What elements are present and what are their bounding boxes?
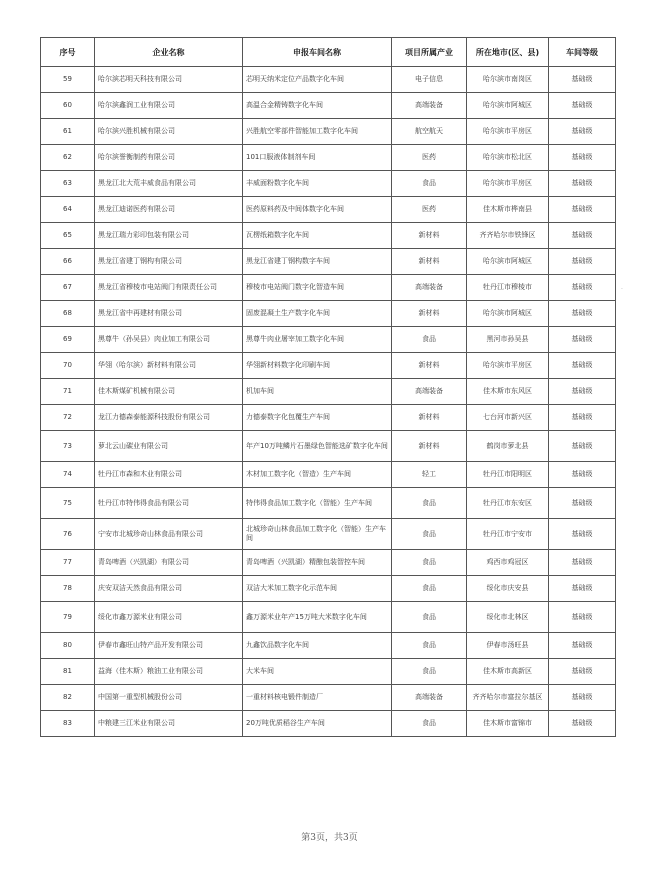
cell-company: 中粮建三江米业有限公司 — [95, 711, 243, 737]
table-body — [41, 67, 616, 737]
table-row — [41, 353, 616, 379]
cell-serial: 72 — [41, 405, 95, 431]
cell-level: 基础级 — [549, 550, 616, 576]
cell-level: 基础级 — [549, 659, 616, 685]
cell-industry: 食品 — [392, 711, 467, 737]
cell-company: 龙江力德森泰能源科技股份有限公司 — [95, 405, 243, 431]
cell-serial: 71 — [41, 379, 95, 405]
table-row — [41, 431, 616, 462]
cell-workshop: 九鑫饮品数字化车间 — [243, 633, 392, 659]
cell-industry: 新材料 — [392, 301, 467, 327]
cell-industry: 食品 — [392, 171, 467, 197]
cell-level: 基础级 — [549, 711, 616, 737]
cell-level: 基础级 — [549, 197, 616, 223]
cell-workshop: 瓦楞纸箱数字化车间 — [243, 223, 392, 249]
cell-serial: 70 — [41, 353, 95, 379]
page-footer: 第3页，共3页 — [301, 833, 358, 843]
cell-location: 哈尔滨市平房区 — [467, 119, 549, 145]
cell-company: 益海（佳木斯）粮油工业有限公司 — [95, 659, 243, 685]
cell-company: 牡丹江市特伟得食品有限公司 — [95, 488, 243, 519]
cell-serial: 83 — [41, 711, 95, 737]
cell-workshop: 双洁大米加工数字化示范车间 — [243, 576, 392, 602]
cell-serial: 74 — [41, 462, 95, 488]
cell-location: 齐齐哈尔市富拉尔基区 — [467, 685, 549, 711]
cell-company: 佳木斯煤矿机械有限公司 — [95, 379, 243, 405]
cell-serial: 65 — [41, 223, 95, 249]
header-col-workshop: 申报车间名称 — [243, 38, 392, 67]
cell-workshop: 穆棱市电站阀门数字化智造车间 — [243, 275, 392, 301]
table-row — [41, 711, 616, 737]
cell-serial: 79 — [41, 602, 95, 633]
cell-location: 七台河市新兴区 — [467, 405, 549, 431]
cell-workshop: 木材加工数字化（智造）生产车间 — [243, 462, 392, 488]
cell-location: 黑河市孙吴县 — [467, 327, 549, 353]
cell-level: 基础级 — [549, 171, 616, 197]
cell-serial: 62 — [41, 145, 95, 171]
cell-industry: 医药 — [392, 145, 467, 171]
header-col-level: 车间等级 — [549, 38, 616, 67]
cell-level: 基础级 — [549, 223, 616, 249]
cell-company: 黑龙江迪诺医药有限公司 — [95, 197, 243, 223]
cell-location: 绥化市北林区 — [467, 602, 549, 633]
cell-industry: 食品 — [392, 327, 467, 353]
cell-workshop: 鑫万源米业年产15万吨大米数字化车间 — [243, 602, 392, 633]
table-row — [41, 633, 616, 659]
header-row — [41, 38, 616, 67]
table-row — [41, 576, 616, 602]
cell-level: 基础级 — [549, 633, 616, 659]
cell-level: 基础级 — [549, 119, 616, 145]
edge-mark: · — [621, 286, 623, 293]
table-row — [41, 93, 616, 119]
table-row — [41, 249, 616, 275]
cell-industry: 食品 — [392, 488, 467, 519]
cell-location: 佳木斯市桦南县 — [467, 197, 549, 223]
cell-workshop: 特伟得食品加工数字化（智能）生产车间 — [243, 488, 392, 519]
cell-workshop: 101口服液体制剂车间 — [243, 145, 392, 171]
cell-serial: 63 — [41, 171, 95, 197]
cell-workshop: 黑尊牛肉业屠宰加工数字化车间 — [243, 327, 392, 353]
table-row — [41, 301, 616, 327]
cell-serial: 60 — [41, 93, 95, 119]
cell-location: 牡丹江市宁安市 — [467, 519, 549, 550]
cell-industry: 食品 — [392, 602, 467, 633]
cell-workshop: 大米车间 — [243, 659, 392, 685]
cell-level: 基础级 — [549, 519, 616, 550]
cell-workshop: 北城珍奇山林食品加工数字化（智能）生产车间 — [243, 519, 392, 550]
cell-industry: 高端装备 — [392, 685, 467, 711]
cell-workshop: 黑龙江省建丁钢构数字车间 — [243, 249, 392, 275]
cell-level: 基础级 — [549, 431, 616, 462]
cell-company: 庆安双洁天然食品有限公司 — [95, 576, 243, 602]
table-row — [41, 550, 616, 576]
cell-workshop: 丰威面粉数字化车间 — [243, 171, 392, 197]
cell-industry: 食品 — [392, 519, 467, 550]
table-row — [41, 519, 616, 550]
header-col-company: 企业名称 — [95, 38, 243, 67]
cell-industry: 新材料 — [392, 431, 467, 462]
cell-company: 黑龙江省穆棱市电站阀门有限责任公司 — [95, 275, 243, 301]
cell-location: 哈尔滨市南岗区 — [467, 67, 549, 93]
cell-workshop: 芯明天纳米定位产品数字化车间 — [243, 67, 392, 93]
cell-location: 牡丹江市穆棱市 — [467, 275, 549, 301]
cell-company: 哈尔滨誉衡制药有限公司 — [95, 145, 243, 171]
cell-location: 绥化市庆安县 — [467, 576, 549, 602]
cell-workshop: 医药原料药及中间体数字化车间 — [243, 197, 392, 223]
table-row — [41, 223, 616, 249]
table-row — [41, 327, 616, 353]
table-row — [41, 197, 616, 223]
cell-level: 基础级 — [549, 67, 616, 93]
cell-workshop: 华翎新材料数字化印刷车间 — [243, 353, 392, 379]
header-col-location: 所在地市(区、县) — [467, 38, 549, 67]
cell-industry: 新材料 — [392, 223, 467, 249]
cell-serial: 64 — [41, 197, 95, 223]
cell-company: 伊春市鑫旺山特产品开发有限公司 — [95, 633, 243, 659]
cell-industry: 医药 — [392, 197, 467, 223]
cell-industry: 新材料 — [392, 249, 467, 275]
cell-workshop: 一重材料核电锻件制造厂 — [243, 685, 392, 711]
cell-level: 基础级 — [549, 405, 616, 431]
cell-company: 哈尔滨兴胜机械有限公司 — [95, 119, 243, 145]
cell-location: 佳木斯市富锦市 — [467, 711, 549, 737]
cell-company: 宁安市北城珍奇山林食品有限公司 — [95, 519, 243, 550]
table-row — [41, 67, 616, 93]
cell-location: 哈尔滨市平房区 — [467, 171, 549, 197]
header-col-serial: 序号 — [41, 38, 95, 67]
cell-industry: 高端装备 — [392, 379, 467, 405]
cell-location: 哈尔滨市阿城区 — [467, 301, 549, 327]
cell-workshop: 力德泰数字化包覆生产车间 — [243, 405, 392, 431]
cell-serial: 73 — [41, 431, 95, 462]
table-header — [41, 38, 616, 67]
cell-location: 佳木斯市东风区 — [467, 379, 549, 405]
cell-industry: 航空航天 — [392, 119, 467, 145]
table-row — [41, 685, 616, 711]
cell-level: 基础级 — [549, 379, 616, 405]
cell-serial: 59 — [41, 67, 95, 93]
cell-location: 鸡西市鸡冠区 — [467, 550, 549, 576]
cell-level: 基础级 — [549, 93, 616, 119]
cell-serial: 66 — [41, 249, 95, 275]
cell-industry: 高端装备 — [392, 93, 467, 119]
cell-industry: 新材料 — [392, 353, 467, 379]
cell-location: 哈尔滨市平房区 — [467, 353, 549, 379]
table-row — [41, 379, 616, 405]
cell-company: 牡丹江市森和木业有限公司 — [95, 462, 243, 488]
header-col-industry: 项目所属产业 — [392, 38, 467, 67]
cell-level: 基础级 — [549, 353, 616, 379]
cell-level: 基础级 — [549, 488, 616, 519]
cell-serial: 69 — [41, 327, 95, 353]
cell-level: 基础级 — [549, 462, 616, 488]
table-row — [41, 171, 616, 197]
cell-serial: 81 — [41, 659, 95, 685]
cell-location: 齐齐哈尔市铁锋区 — [467, 223, 549, 249]
cell-company: 中国第一重型机械股份公司 — [95, 685, 243, 711]
cell-serial: 80 — [41, 633, 95, 659]
cell-level: 基础级 — [549, 327, 616, 353]
cell-industry: 电子信息 — [392, 67, 467, 93]
cell-level: 基础级 — [549, 685, 616, 711]
table-row — [41, 488, 616, 519]
cell-level: 基础级 — [549, 602, 616, 633]
cell-location: 佳木斯市高新区 — [467, 659, 549, 685]
cell-serial: 67 — [41, 275, 95, 301]
table-row — [41, 602, 616, 633]
cell-location: 伊春市汤旺县 — [467, 633, 549, 659]
cell-company: 华翎（哈尔滨）新材料有限公司 — [95, 353, 243, 379]
table-row — [41, 119, 616, 145]
cell-workshop: 高温合金精铸数字化车间 — [243, 93, 392, 119]
cell-serial: 68 — [41, 301, 95, 327]
cell-level: 基础级 — [549, 275, 616, 301]
cell-company: 黑龙江北大荒丰威食品有限公司 — [95, 171, 243, 197]
cell-serial: 61 — [41, 119, 95, 145]
cell-company: 哈尔滨鑫润工业有限公司 — [95, 93, 243, 119]
cell-workshop: 机加车间 — [243, 379, 392, 405]
table-row — [41, 275, 616, 301]
cell-serial: 78 — [41, 576, 95, 602]
cell-company: 黑尊牛（孙吴县）肉业加工有限公司 — [95, 327, 243, 353]
cell-company: 萝北云山碳业有限公司 — [95, 431, 243, 462]
cell-industry: 食品 — [392, 659, 467, 685]
table-row — [41, 462, 616, 488]
cell-serial: 75 — [41, 488, 95, 519]
cell-industry: 食品 — [392, 550, 467, 576]
cell-workshop: 20万吨优质稻谷生产车间 — [243, 711, 392, 737]
cell-level: 基础级 — [549, 301, 616, 327]
cell-company: 黑龙江省建丁钢构有限公司 — [95, 249, 243, 275]
cell-location: 牡丹江市东安区 — [467, 488, 549, 519]
cell-company: 绥化市鑫万源米业有限公司 — [95, 602, 243, 633]
cell-workshop: 固废混凝土生产数字化车间 — [243, 301, 392, 327]
cell-location: 哈尔滨市阿城区 — [467, 249, 549, 275]
cell-location: 牡丹江市阳明区 — [467, 462, 549, 488]
cell-workshop: 青岛啤酒（兴凯湖）精酿包装智控车间 — [243, 550, 392, 576]
cell-company: 黑龙江瑞力彩印包装有限公司 — [95, 223, 243, 249]
cell-level: 基础级 — [549, 145, 616, 171]
cell-company: 哈尔滨芯明天科技有限公司 — [95, 67, 243, 93]
cell-location: 鹤岗市萝北县 — [467, 431, 549, 462]
cell-industry: 轻工 — [392, 462, 467, 488]
table-row — [41, 145, 616, 171]
cell-serial: 76 — [41, 519, 95, 550]
cell-serial: 77 — [41, 550, 95, 576]
cell-company: 黑龙江省中再建材有限公司 — [95, 301, 243, 327]
cell-industry: 新材料 — [392, 405, 467, 431]
cell-industry: 高端装备 — [392, 275, 467, 301]
cell-workshop: 年产10万吨鳞片石墨绿色智能选矿数字化车间 — [243, 431, 392, 462]
cell-company: 青岛啤酒（兴凯湖）有限公司 — [95, 550, 243, 576]
cell-location: 哈尔滨市松北区 — [467, 145, 549, 171]
cell-industry: 食品 — [392, 633, 467, 659]
cell-workshop: 兴胜航空零部件智能加工数字化车间 — [243, 119, 392, 145]
cell-level: 基础级 — [549, 576, 616, 602]
enterprise-table — [40, 37, 616, 737]
table-row — [41, 405, 616, 431]
cell-industry: 食品 — [392, 576, 467, 602]
cell-serial: 82 — [41, 685, 95, 711]
cell-location: 哈尔滨市阿城区 — [467, 93, 549, 119]
cell-level: 基础级 — [549, 249, 616, 275]
table-row — [41, 659, 616, 685]
